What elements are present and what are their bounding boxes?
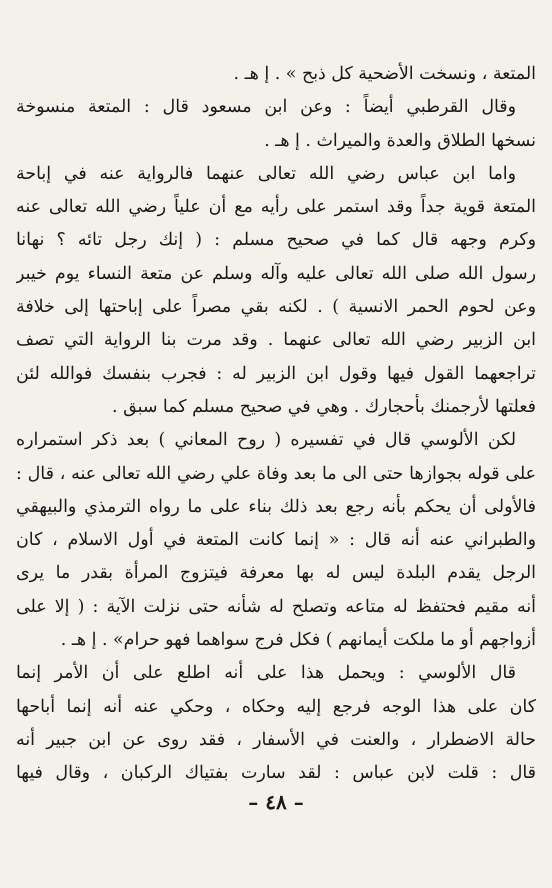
text-line-4: واما ابن عباس رضي الله تعالى عنهما فالرواية عنه في إباحة <box>16 163 516 184</box>
text-line-12: لكن الألوسي قال في تفسيره ( روح المعاني ) بعد ذكر استمراره <box>16 430 516 451</box>
text-line-22: قال : قلت لابن عباس : لقد سارت بفتياك الركبان ، وقال فيها <box>16 763 536 784</box>
text-line-21: حالة الاضطرار ، والعنت في الأسفار ، فقد روى عن ابن جبير أنه <box>16 729 536 750</box>
text-line-9: ابن الزبير رضي الله تعالى عنهما . وقد مرت بنا الرواية التي تصف <box>16 330 536 351</box>
text-line-7: رسول الله صلى الله تعالى عليه وآله وسلم عن متعة النساء يوم خيبر <box>16 263 536 284</box>
text-line-3: نسخها الطلاق والعدة والميراث . إ هـ . <box>264 130 536 151</box>
text-line-20: كان على هذا الوجه فرجع إليه وحكاه ، وحكي عنه أنه إنما أباحها <box>16 696 536 717</box>
text-line-19: قال الألوسي : ويحمل هذا على أنه اطلع على أن الأمر إنما <box>16 663 516 684</box>
text-line-1: المتعة ، ونسخت الأضحية كل ذبح » . إ هـ . <box>233 64 536 84</box>
text-line-11: فعلتها لأرجمنك بأحجارك . وهي في صحيح مسلم كما سبق . <box>112 396 536 417</box>
text-line-17: أنه مقيم فحتفظ له متاعه وتصلح له شأنه حتى نزلت الآية : ( إلا على <box>16 596 536 617</box>
text-line-8: وعن لحوم الحمر الانسية ) . لكنه بقي مصراً على إباحتها إلى خلافة <box>16 297 536 318</box>
text-line-6: وكرم وجهه قال كما في صحيح مسلم : ( إنك رجل تائه ؟ نهانا <box>16 230 536 251</box>
text-line-5: المتعة قوية جداً وقد استمر على رأيه مع أن علياً رضي الله تعالى عنه <box>16 197 536 218</box>
text-line-2: وقال القرطبي أيضاً : وعن ابن مسعود قال : المتعة منسوخة <box>16 97 516 118</box>
text-line-18: أزواجهم أو ما ملكت أيمانهم ) فكل فرج سواهما فهو حرام» . إ هـ . <box>60 630 536 651</box>
page-body <box>16 58 536 791</box>
text-line-15: والطبراني عنه أنه قال : « إنما كانت المتعة في أول الاسلام ، كان <box>16 530 536 551</box>
page-number: – ٤٨ – <box>248 790 304 814</box>
text-line-16: الرجل يقدم البلدة ليس له بها معرفة فيتزوج المرأة بقدر ما يرى <box>16 563 536 584</box>
text-line-14: فالأولى أن يحكم بأنه رجع بعد ذلك بناء على ما رواه الترمذي والبيهقي <box>16 496 536 517</box>
text-line-10: تراجعهما القول فيها وقول ابن الزبير له : فجرب بنفسك فوالله لئن <box>16 363 536 384</box>
text-line-13: على قوله بجوازها حتى الى ما بعد وفاة علي رضي الله تعالى عنه ، قال : <box>16 463 536 484</box>
